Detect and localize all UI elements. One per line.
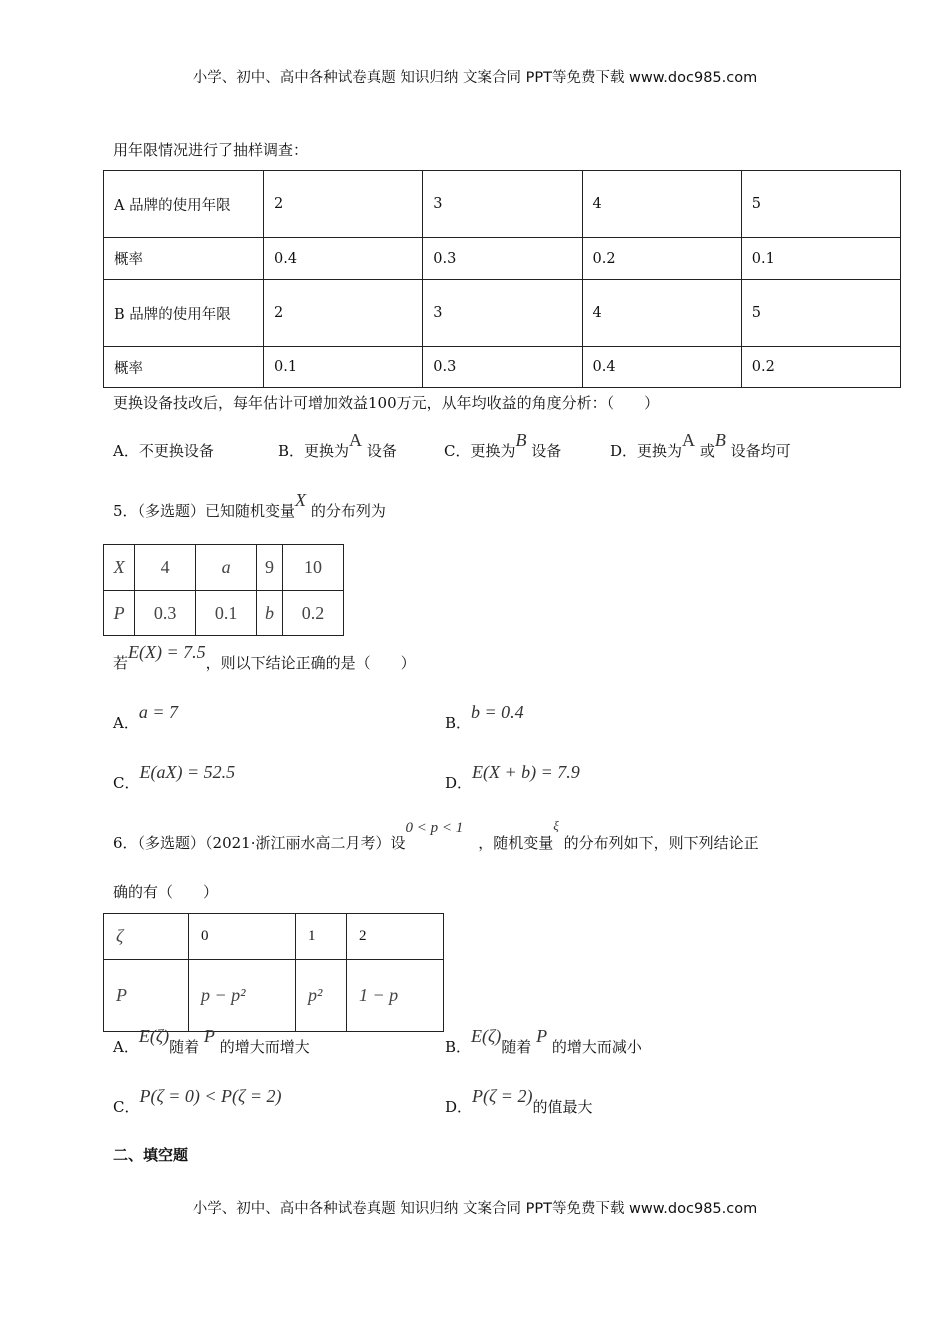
q6-table (103, 913, 444, 1032)
cell: p − p² (189, 960, 296, 1032)
cell: 0.2 (582, 238, 741, 280)
q6-stem-line2: 确的有（ ） (113, 883, 219, 901)
cell: 0.3 (423, 238, 582, 280)
q5-option-a: A．a = 7 (113, 702, 178, 732)
q4-table (103, 170, 901, 388)
cell: 概率 (104, 238, 264, 280)
cell: 10 (283, 545, 344, 591)
cell: B 品牌的使用年限 (104, 280, 264, 347)
cell: 1 − p (346, 960, 443, 1032)
cell: 0.2 (283, 591, 344, 636)
cell: 2 (264, 280, 423, 347)
q6-option-a: A．E(ζ)随着 P 的增大而增大 (113, 1026, 310, 1056)
cell: 0 (189, 914, 296, 960)
cell: P (104, 591, 135, 636)
q6-option-c: C．P(ζ = 0) < P(ζ = 2) (113, 1086, 282, 1116)
cell: 0.4 (582, 347, 741, 388)
cell: 4 (135, 545, 196, 591)
q5-stem: 5．（多选题）已知随机变量X 的分布列为 (113, 490, 386, 520)
q5-option-d: D．E(X + b) = 7.9 (445, 762, 580, 792)
page-footer: 小学、初中、高中各种试卷真题 知识归纳 文案合同 PPT等免费下载 www.doc985.com (192, 1201, 758, 1217)
cell: 0.3 (423, 347, 582, 388)
cell: 9 (257, 545, 283, 591)
cell: 3 (423, 280, 582, 347)
cell: A 品牌的使用年限 (104, 171, 264, 238)
cell: 5 (741, 280, 900, 347)
q6-option-d: D．P(ζ = 2)的值最大 (445, 1086, 593, 1116)
q5-condition: 若E(X) = 7.5，则以下结论正确的是（ ） (113, 642, 416, 672)
cell: P (104, 960, 189, 1032)
cell: 5 (741, 171, 900, 238)
cell: 0.3 (135, 591, 196, 636)
cell: 0.1 (264, 347, 423, 388)
q4-stem: 更换设备技改后，每年估计可增加效益100万元，从年均收益的角度分析：（ ） (113, 394, 660, 412)
q5-table (103, 544, 344, 636)
cell: a (196, 545, 257, 591)
cell: 4 (582, 280, 741, 347)
cell: X (104, 545, 135, 591)
cell: 0.1 (196, 591, 257, 636)
cell: 0.4 (264, 238, 423, 280)
cell: 2 (264, 171, 423, 238)
q4-option-b: B．更换为A 设备 (278, 430, 397, 460)
cell: 1 (296, 914, 347, 960)
q4-intro: 用年限情况进行了抽样调查： (113, 141, 309, 159)
q5-option-b: B．b = 0.4 (445, 702, 524, 732)
page-header: 小学、初中、高中各种试卷真题 知识归纳 文案合同 PPT等免费下载 www.doc985.com (192, 70, 758, 86)
cell: 3 (423, 171, 582, 238)
cell: 2 (346, 914, 443, 960)
cell: p² (296, 960, 347, 1032)
q6-option-b: B．E(ζ)随着 P 的增大而减小 (445, 1026, 642, 1056)
cell: 4 (582, 171, 741, 238)
cell: b (257, 591, 283, 636)
q4-option-a: A．不更换设备 (113, 442, 214, 460)
cell: 概率 (104, 347, 264, 388)
cell: 0.1 (741, 238, 900, 280)
q5-option-c: C．E(aX) = 52.5 (113, 762, 236, 792)
q4-option-c: C．更换为B 设备 (444, 430, 562, 460)
q6-stem: 6．（多选题）（2021·浙江丽水高二月考）设0 < p < 1 ，随机变量ξ 的分布列如下，则下列结论正 (113, 818, 759, 852)
cell: 0.2 (741, 347, 900, 388)
section-heading: 二、填空题 (113, 1146, 189, 1164)
q4-option-d: D．更换为A 或B 设备均可 (610, 430, 791, 460)
cell: ζ (104, 914, 189, 960)
